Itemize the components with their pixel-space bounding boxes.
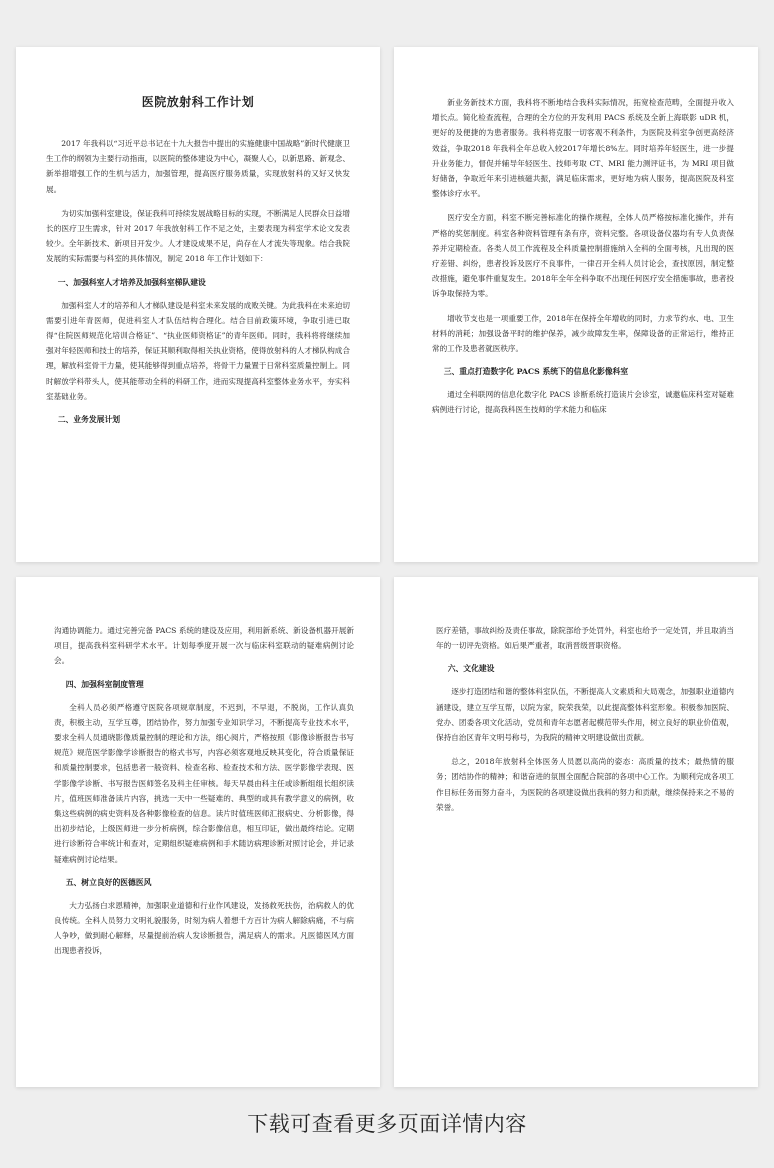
- paragraph: 大力弘扬白求恩精神，加强职业道德和行业作风建设，发扬救死扶伤，治病救人的优良传统。全科人员努力文明礼貌服务，时刻为病人着想千方百计为病人解除病痛，不与病人争吵，做到耐心解释，尽量提前治病人发诊断报告，满足病人的需求。凡医德医风方面出现患者投诉，: [54, 900, 354, 956]
- section-heading: 五、树立良好的医德医风: [65, 877, 152, 887]
- section-heading: 二、业务发展计划: [57, 415, 121, 425]
- paragraph: 总之，2018年放射科全体医务人员愿以高尚的姿态：高质量的技术；最热情的服务；团结协作的精神；和谐奋进的氛围全面配合院部的各项中心工作。为顺利完成各项工作目标任务而努力奋斗，为医院的各项建设做出我科的努力和贡献，继续保持来之不易的荣誉。: [436, 757, 734, 812]
- paragraph: 逐步打造团结和谐的整体科室队伍，不断提高人文素质和大局观念，加强职业道德内涵建设，建立互学互帮，以院为家，院荣我荣，以此提高整体科室形象。积极参加医院、党办、团委各项文化活动，党员和青年志愿者起模范带头作用，树立良好的职业价值观，保持自治区青年文明号称号，为我院的精神文明建设做出贡献。: [436, 687, 734, 743]
- section-heading: 六、文化建设: [447, 664, 495, 674]
- paragraph: 新业务新技术方面，我科将不断地结合我科实际情况，拓宽检查范畴，全面提升收入增长点。简化检查流程，合理的全方位的开发利用 PACS 系统及全新上海联影 uDR 机，更好的及便捷的为患者服务。我科将克服一切客观不利条件，为医院及科室争创更高经济效益，争取2018 年我科全年总收入较2017年增长8%左。同时培养年轻医生，进一步提升业务能力，督促并辅导年轻医生、技师考取 CT、MRI 能力测评证书，为 MRI 项目做好储备，争取近年来引进核磁共振，满足临床需求，更好地为病人服务，提高医院及科室整体诊疗水平。: [432, 98, 734, 199]
- paragraph: 为切实加强科室建设，保证我科可持续发展战略目标的实现，不断满足人民群众日益增长的医疗卫生需求，针对 2017 年我放射科工作不足之处，主要表现为科室学术论文发表较少。全年新技术、新项目开发少。人才建设成果不足，尚存在人才流失等现象。结合我院发展的实际需要与科室的具体情况，制定 2018 年工作计划如下：: [46, 208, 350, 264]
- document-title: 医院放射科工作计划: [141, 95, 255, 109]
- paragraph: 医疗安全方面，科室不断完善标准化的操作规程，全体人员严格按标准化操作，并有严格的奖惩制度。科室各种资料管理有条有序，资料完整。各项设备仪器均有专人负责保养并定期检查。各类人员工作流程及全科质量控制措施纳入全科的全面考核，凡出现的医疗差错、纠纷，患者投诉及医疗不良事件，一律召开全科人员讨论会，查找原因，制定整改措施，避免事件重复发生。2018年全年全科争取不出现任何医疗安全措施事故，患者投诉争取保持为零。: [432, 213, 734, 299]
- document-page-4: [394, 577, 758, 1087]
- document-page-1: [16, 47, 380, 562]
- paragraph: 增收节支也是一项重要工作，2018年在保持全年增收的同时，力求节约水、电、卫生材料的消耗；加强设备平时的维护保养，减少故障发生率，保障设备的正常运行，维持正常的工作及患者就医秩序。: [432, 313, 734, 354]
- paragraph: 沟通协调能力。通过完善完备 PACS 系统的建设及应用，利用新系统、新设备机器开展新项目，提高我科室科研学术水平。计划每季度开展一次与临床科室联动的疑难病例讨论会。: [54, 626, 354, 666]
- document-page-3: [16, 577, 380, 1087]
- section-heading: 四、加强科室制度管理: [65, 679, 144, 689]
- paragraph: 加强科室人才的培养和人才梯队建设是科室未来发展的成败关键。为此我科在未来迫切需要引进年青医师，促进科室人才队伍结构合理化。结合目前政策环境，争取引进已取得“住院医师规范化培训合格证”、“执业医师资格证”的青年医师。同时，我科将将继续加强对年轻医师和技士的培养，保证其顺利取得相关执业资格，使得放射科的人才梯队构成合理，解放科室骨干力量，使其能够得到重点培养，将骨干力量置于日常科室质量控制上。同时解放学科带头人，使其能带动全科的科研工作，进而实现提高科室整体业务水平，夯实科室基础业务。: [46, 300, 350, 401]
- section-heading: 三、重点打造数字化 PACS 系统下的信息化影像科室: [443, 367, 629, 377]
- paragraph: 通过全科联网的信息化数字化 PACS 诊断系统打造读片会诊室，诚邀临床科室对疑难病例进行讨论，提高我科医生技师的学术能力和临床: [432, 390, 734, 415]
- paragraph: 医疗差错，事故纠纷及责任事故，除院部给予处罚外，科室也给予一定处罚，并且取消当年的一切评先资格。如后果严重者，取消晋级晋职资格。: [436, 626, 734, 651]
- paragraph: 全科人员必须严格遵守医院各项规章制度，不迟到，不早退，不脱岗，工作认真负责，积极主动，互学互尊，团结协作，努力加强专业知识学习，不断提高专业技术水平，要求全科人员通晓影像质量控制的理论和方法，细心阅片，严格按照《影像诊断报告书写规范》规范医学影像学诊断报告的格式书写，内容必须客观地反映其变化，符合质量保证和质量控制要求，包括患者一般资料、检查名称、检查技术和方法、医学影像学表现、医学影像学诊断、书写报告医师签名及科主任审核。每天早晨由科主任或诊断组组长组织读片，值班医师准备读片内容，挑选一天中一些疑难的、典型的或具有教学意义的病例，收集这些病例的病史资料及各种影像检查的信息。读片时值班医师汇报病史、分析影像，得出初步结论，上级医师进一步分析病例，综合影像信息，相互印证，做出最终结论。定期进行诊断符合率统计和查对，定期组织疑难病例和手术随访病理诊断对照讨论会，并记录疑难病例讨论结果。: [54, 702, 354, 864]
- paragraph: 2017 年我科以“习近平总书记在十九大报告中提出的实施健康中国战略”新时代健康卫生工作的纲领为主要行动指南，以医院的整体建设为中心，凝聚人心，以新思路、新观念、新举措增强工作的生机与活力，加强管理，提高医疗服务质量，实现放射科的又好又快发展。: [46, 139, 350, 194]
- download-more-pages-note: 下载可查看更多页面详情内容: [247, 1112, 527, 1136]
- document-page-2: [394, 47, 758, 562]
- section-heading: 一、加强科室人才培养及加强科室梯队建设: [57, 277, 206, 287]
